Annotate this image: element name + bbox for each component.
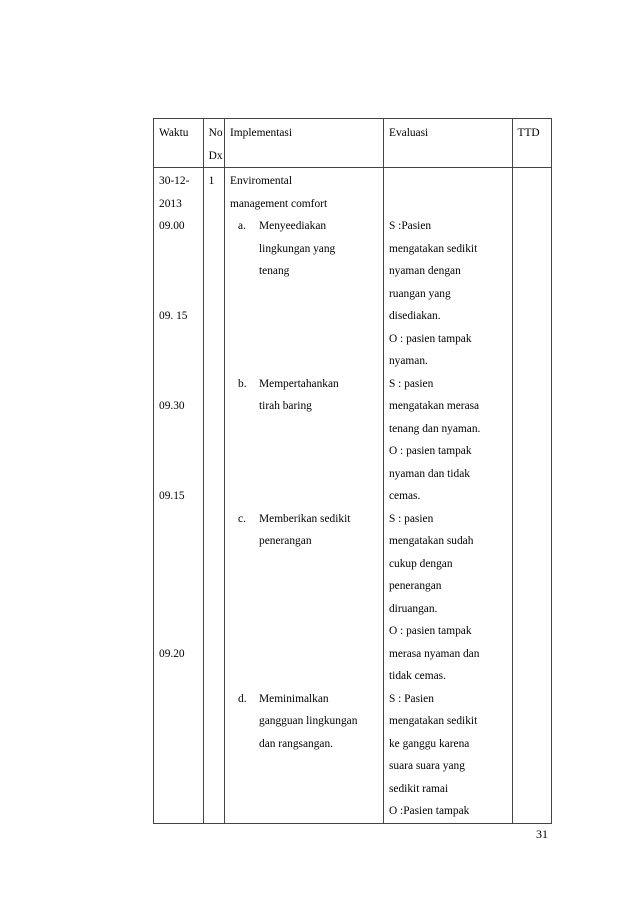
item-marker: c.	[238, 512, 246, 525]
evaluasi-line: nyaman.	[388, 355, 428, 367]
header-no: No	[208, 127, 223, 139]
evaluasi-line: sedikit ramai	[388, 782, 449, 795]
header-ttd: TTD	[512, 119, 551, 168]
waktu-cell	[154, 168, 204, 824]
page-number: 31	[536, 827, 548, 841]
evaluasi-line: O :Pasien tampak	[388, 805, 470, 817]
waktu-date-1: 30-12-	[159, 175, 190, 187]
item-text: lingkungan yang	[259, 242, 336, 255]
item-text: dan rangsangan.	[259, 737, 334, 750]
evaluasi-line: mengatakan sedikit	[388, 715, 478, 727]
implementasi-title: Enviromental	[230, 175, 293, 187]
item-text: gangguan lingkungan	[259, 715, 358, 727]
no-dx-cell	[203, 168, 224, 824]
item-text: penerangan	[259, 535, 312, 547]
evaluasi-line: mengatakan sedikit	[388, 242, 478, 255]
evaluasi-line: merasa nyaman dan	[388, 647, 480, 660]
evaluasi-line: S :Pasien	[388, 220, 432, 232]
evaluasi-line: S : pasien	[388, 377, 434, 390]
implementasi-cell	[225, 168, 384, 824]
implementasi-title: management comfort	[230, 197, 328, 210]
evaluasi-line: suara suara yang	[388, 760, 465, 772]
item-text: Mempertahankan	[259, 377, 339, 390]
waktu-time: 09. 15	[159, 310, 188, 322]
header-implementasi: Implementasi	[225, 119, 384, 168]
ttd-cell	[512, 168, 551, 824]
evaluasi-line: ruangan yang	[388, 287, 451, 300]
item-text: tirah baring	[259, 400, 312, 412]
evaluasi-line: penerangan	[388, 580, 442, 592]
evaluasi-line: O : pasien tampak	[388, 332, 472, 345]
evaluasi-line: nyaman dan tidak	[388, 467, 470, 480]
evaluasi-cell	[383, 168, 512, 824]
evaluasi-line: ke ganggu karena	[388, 737, 470, 750]
table-header-row	[154, 119, 552, 168]
item-text: tenang	[259, 265, 290, 277]
item-text: Memberikan sedikit	[259, 512, 351, 525]
evaluasi-line: cemas.	[388, 490, 421, 502]
evaluasi-line: cukup dengan	[388, 557, 453, 570]
waktu-time: 09.00	[159, 220, 185, 232]
implementasi-item-c	[230, 508, 379, 553]
evaluasi-line: tidak cemas.	[388, 670, 446, 682]
waktu-time: 09.15	[159, 490, 185, 502]
evaluasi-line: tenang dan nyaman.	[388, 422, 481, 435]
item-text: Menyeediakan	[259, 220, 327, 232]
header-no-dx	[203, 119, 224, 168]
waktu-time: 09.30	[159, 400, 185, 412]
item-marker: b.	[238, 377, 247, 390]
no-dx-value: 1	[208, 175, 215, 187]
item-text: Meminimalkan	[259, 692, 329, 705]
waktu-time: 09.20	[159, 647, 185, 660]
evaluasi-line: S : pasien	[388, 512, 434, 525]
evaluasi-line: S : Pasien	[388, 692, 434, 705]
evaluasi-line: nyaman dengan	[388, 265, 461, 277]
implementasi-item-b	[230, 373, 379, 418]
evaluasi-line: O : pasien tampak	[388, 445, 472, 457]
header-evaluasi: Evaluasi	[383, 119, 512, 168]
implementasi-item-d	[230, 688, 379, 756]
header-waktu: Waktu	[154, 119, 204, 168]
nursing-care-table	[153, 118, 552, 824]
evaluasi-line: diruangan.	[388, 602, 438, 615]
table-row	[154, 168, 552, 824]
evaluasi-line: O : pasien tampak	[388, 625, 472, 637]
evaluasi-line: disediakan.	[388, 310, 441, 322]
header-dx: Dx	[208, 149, 223, 162]
item-marker: d.	[238, 692, 247, 705]
implementasi-item-a	[230, 215, 379, 283]
waktu-date-2: 2013	[159, 197, 182, 210]
evaluasi-line: mengatakan merasa	[388, 400, 480, 412]
item-marker: a.	[238, 220, 246, 232]
evaluasi-line: mengatakan sudah	[388, 535, 474, 547]
